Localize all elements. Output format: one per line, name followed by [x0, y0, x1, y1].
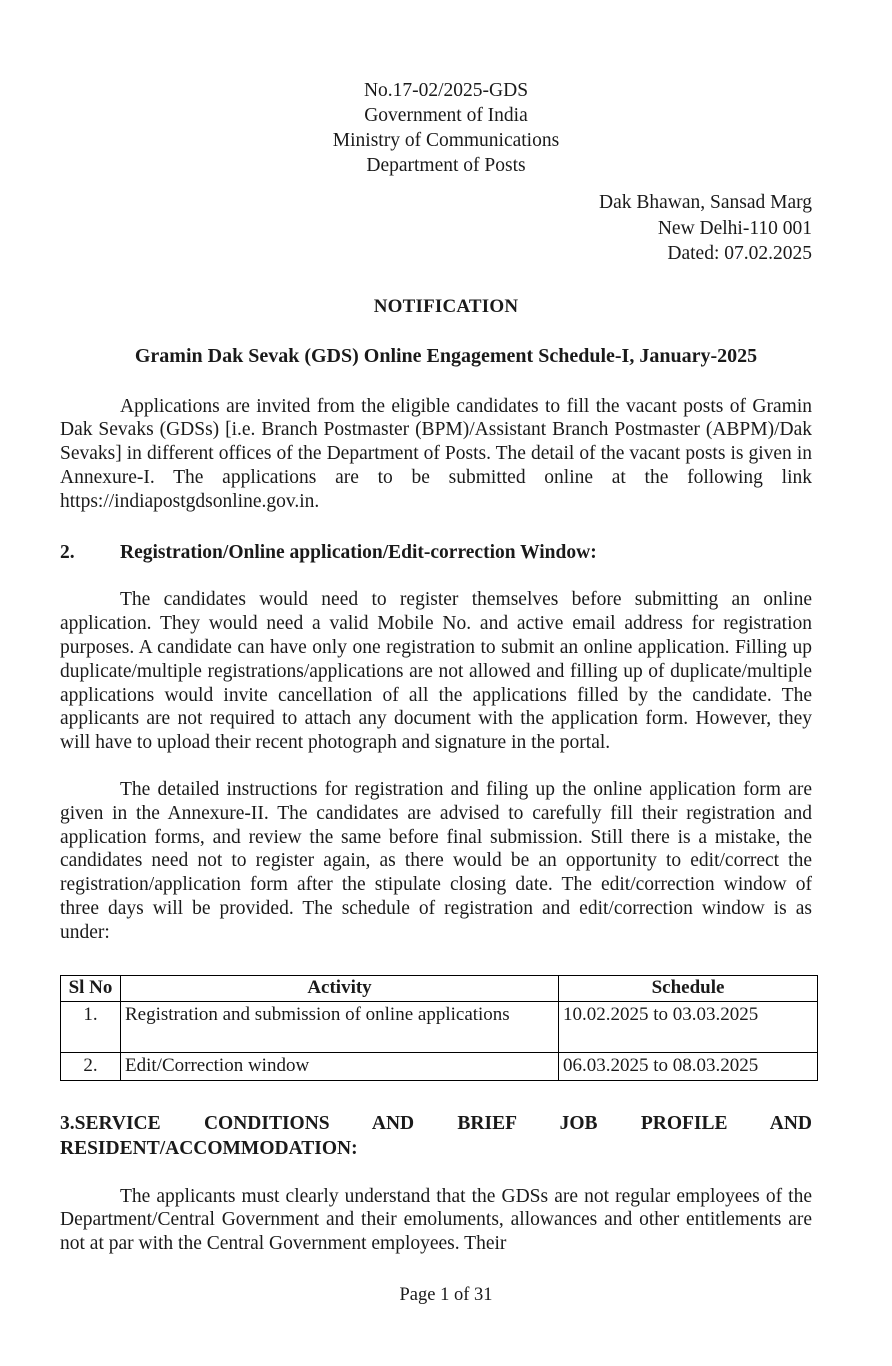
- paragraph-instructions: The detailed instructions for registration and filing up the online application form are given in the Annexure-II. The candidates are advised to carefully fill their registration and application forms, and review the same before final submission. Still there is a mistake, the candidates need not to register again, as there would be an opportunity to edit/correct the registration/application form after the stipulate closing date. The edit/correction window of three days will be provided. The schedule of registration and edit/correction window is as under:: [60, 779, 812, 943]
- cell-activity: Registration and submission of online applications: [121, 1001, 559, 1052]
- document-date: Dated: 07.02.2025: [667, 243, 812, 264]
- document-body: [60, 395, 812, 1257]
- cell-schedule: 10.02.2025 to 03.03.2025: [559, 1001, 818, 1052]
- cell-sl-no: 2.: [61, 1052, 121, 1080]
- paragraph-intro: Applications are invited from the eligible candidates to fill the vacant posts of Gramin Dak Sevaks (GDSs) [i.e. Branch Postmaster (BPM)/Assistant Branch Postmaster (ABPM)/Dak Sevaks] in different offices of the Department of Posts. The detail of the vacant posts is given in Annexure-I. The applications are to be submitted online at the following link https://indiapostgdsonline.gov.in.: [60, 395, 812, 512]
- paragraph-service-conditions: The applicants must clearly understand that the GDSs are not regular employees of the Department/Central Government and their emoluments, allowances and other entitlements are not at par with the Central Government employees. Their: [60, 1185, 812, 1255]
- table-row: [61, 1052, 818, 1080]
- table-header-row: [61, 975, 818, 1001]
- cell-sl-no: 1.: [61, 1001, 121, 1052]
- ministry-line: Ministry of Communications: [332, 130, 560, 151]
- paragraph-registration: The candidates would need to register themselves before submitting an online application. They would need a valid Mobile No. and active email address for registration purposes. A candidate can have only one registration to submit an online application. Filling up duplicate/multiple registrations/applications are not allowed and filling up of duplicate/multiple applications would invite cancellation of all the applications filled by the candidate. The applicants are not required to attach any document with the application form. However, they will have to upload their recent photograph and signature in the portal.: [60, 589, 812, 754]
- section-2-heading: [60, 541, 812, 565]
- section-2-title: Registration/Online application/Edit-correction Window:: [120, 542, 597, 564]
- schedule-table: [60, 975, 818, 1081]
- page-title: Gramin Dak Sevak (GDS) Online Engagement Schedule-I, January-2025: [134, 344, 758, 367]
- column-header-sl-no: Sl No: [61, 975, 121, 1001]
- section-3-number: 3.: [60, 1112, 75, 1134]
- page-footer: Page 1 of 31: [399, 1285, 493, 1305]
- table-row: [61, 1001, 818, 1052]
- department-line: Department of Posts: [366, 155, 526, 176]
- section-3-heading: [60, 1111, 812, 1162]
- government-line: Government of India: [364, 105, 528, 126]
- column-header-activity: Activity: [121, 975, 559, 1001]
- file-number: No.17-02/2025-GDS: [363, 80, 529, 101]
- section-3-title-text: SERVICE CONDITIONS AND BRIEF JOB PROFILE AND: [74, 1112, 812, 1134]
- section-2-number: 2.: [60, 542, 75, 564]
- letterhead: [0, 78, 892, 178]
- cell-activity: Edit/Correction window: [121, 1052, 559, 1080]
- address-line-2: New Delhi-110 001: [657, 217, 812, 239]
- section-3-title-line-2: RESIDENT/ACCOMMODATION:: [60, 1138, 358, 1160]
- section-3-title-line-1: [60, 1111, 812, 1137]
- column-header-schedule: Schedule: [559, 975, 818, 1001]
- notification-heading: NOTIFICATION: [373, 295, 519, 317]
- address-line-1: Dak Bhawan, Sansad Marg: [598, 192, 812, 213]
- address-block: [0, 190, 892, 267]
- cell-schedule: 06.03.2025 to 08.03.2025: [559, 1052, 818, 1080]
